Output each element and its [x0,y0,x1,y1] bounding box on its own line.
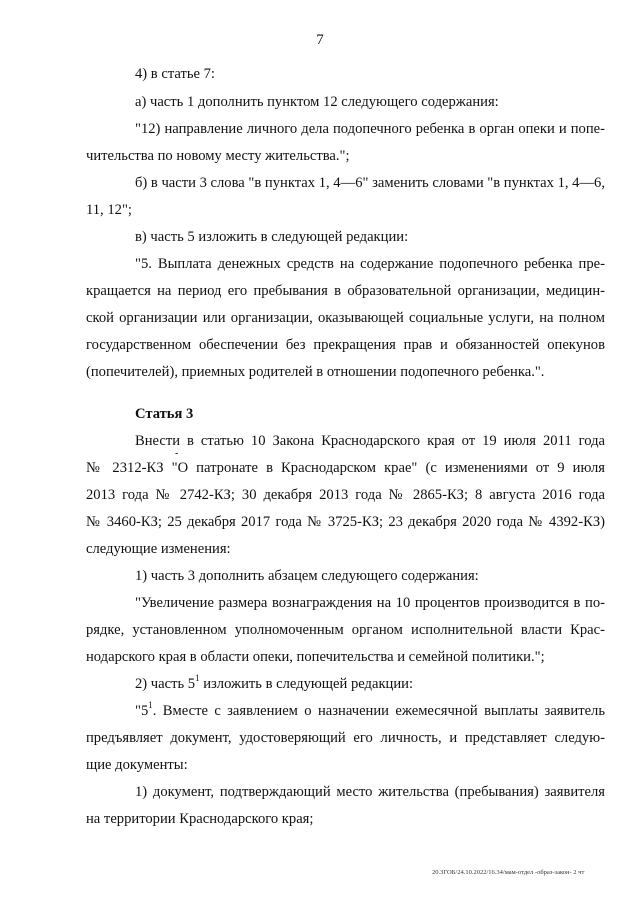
paragraph-increase-line1: "Увеличение размера вознаграждения на 10 процентов производится в по- [135,595,605,611]
paragraph-quote-12-line2: чительства по новому месту жительства."; [86,148,350,164]
paragraph-part-5-1 [135,675,413,693]
paragraph-increase-line2: рядке, установленном уполномоченным органом исполнительной власти Крас- [86,622,605,638]
paragraph-part-5-1-text-a: 2) часть 5 [135,676,196,692]
paragraph-quote-5-line1: "5. Выплата денежных средств на содержание подопечного ребенка пре- [135,256,605,272]
paragraph-quote-5-1-text-b: . Вместе с заявлением о назначении ежемесячной выплаты заявитель [152,703,605,719]
paragraph-amend-line1: Внести в статью 10 Закона Краснодарского края от 19 июля 2011 года [135,433,605,449]
mark: - [175,448,179,459]
page-number: 7 [316,32,324,48]
paragraph-part-3: 1) часть 3 дополнить абзацем следующего содержания: [135,568,479,584]
paragraph-quote-5-1-sup: 1 [148,700,153,711]
paragraph-quote-5-line4: государственном обеспечении без прекращения прав и обязанностей опекунов [86,337,605,353]
paragraph-a: а) часть 1 дополнить пунктом 12 следующего содержания: [135,94,499,110]
paragraph-article-7: 4) в статье 7: [135,66,215,82]
paragraph-quote-12-line1: "12) направление личного дела подопечного ребенка в орган опеки и попе- [135,121,605,137]
paragraph-b-line1: б) в части 3 слова "в пунктах 1, 4—6" заменить словами "в пунктах 1, 4—6, [135,175,606,191]
paragraph-part-5-1-sup: 1 [195,673,200,684]
paragraph-quote-5-1-line1 [135,702,605,720]
paragraph-v: в) часть 5 изложить в следующей редакции: [135,229,409,245]
paragraph-quote-5-line2: кращается на период его пребывания в образовательной организации, медицин- [86,283,605,299]
paragraph-document-line1: 1) документ, подтверждающий место жительства (пребывания) заявителя [135,784,605,800]
paragraph-quote-5-1-line3: щие документы: [86,757,188,773]
paragraph-part-5-1-text-b: изложить в следующей редакции: [199,676,414,692]
article-3-heading: Статья 3 [135,406,194,422]
paragraph-amend-line3: 2013 года № 2742-КЗ; 30 декабря 2013 года № 2865-КЗ; 8 августа 2016 года [86,487,605,503]
paragraph-document-line2: на территории Краснодарского края; [86,811,314,827]
paragraph-amend-line5: следующие изменения: [86,541,231,557]
paragraph-quote-5-line3: ской организации или организации, оказывающей социальные услуги, на полном [86,310,605,326]
paragraph-amend-line4: № 3460-КЗ; 25 декабря 2017 года № 3725-КЗ; 23 декабря 2020 года № 4392-КЗ) [86,514,605,530]
footer-code: 20.ЗГОБ/24.10.2022/16.34/мам-отдел -образ-закон- 2 чт [432,869,585,876]
paragraph-b-line2: 11, 12"; [86,202,132,218]
paragraph-quote-5-1-text-a: "5 [135,703,149,719]
paragraph-amend-line2: № 2312-КЗ "О патронате в Краснодарском крае" (с изменениями от 9 июля [86,460,605,476]
paragraph-quote-5-1-line2: предъявляет документ, удостоверяющий его личность, и представляет следую- [86,730,605,746]
paragraph-increase-line3: нодарского края в области опеки, попечительства и семейной политики."; [86,649,545,665]
paragraph-quote-5-line5: (попечителей), приемных родителей в отношении подопечного ребенка.". [86,364,545,380]
